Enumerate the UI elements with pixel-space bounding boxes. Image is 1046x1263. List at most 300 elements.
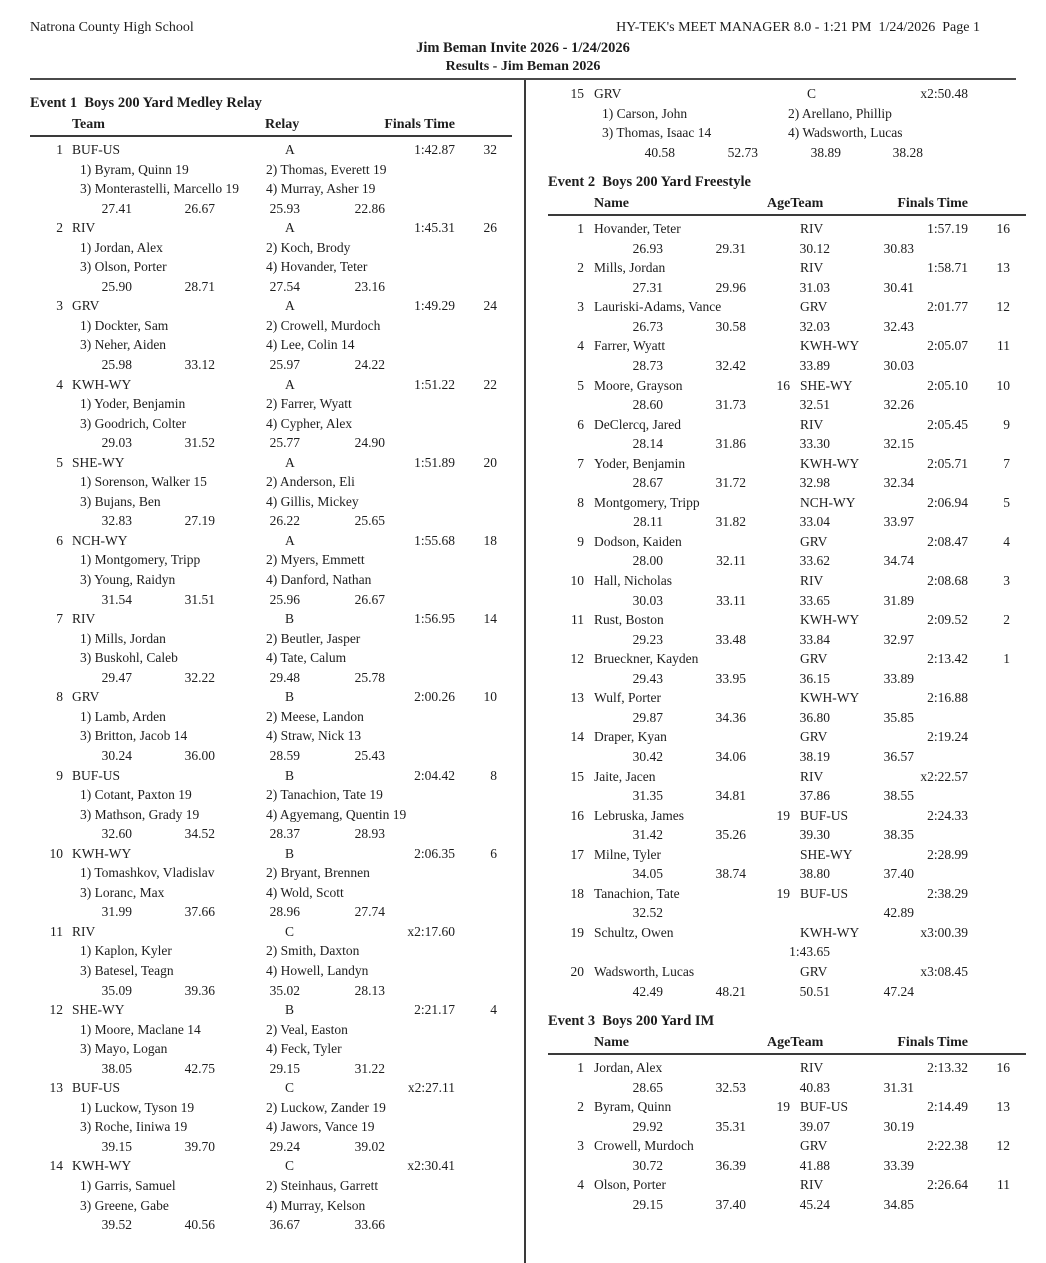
team-name: RIV <box>800 221 824 237</box>
split-time: 32.34 <box>883 475 914 491</box>
place-number: 6 <box>56 532 63 548</box>
swimmer-name: 1) Jordan, Alex <box>80 239 163 255</box>
finals-time: 1:51.22 <box>414 376 455 392</box>
points: 20 <box>483 454 497 470</box>
split-time: 38.55 <box>883 788 914 804</box>
split-time: 25.98 <box>101 357 132 373</box>
points: 12 <box>996 1138 1010 1154</box>
splits-row <box>548 512 1026 532</box>
place-number: 16 <box>570 807 584 823</box>
split-time: 37.66 <box>184 904 215 920</box>
swimmer-name: 3) Thomas, Isaac 14 <box>602 125 712 141</box>
split-time: 33.30 <box>799 436 830 452</box>
swimmer-name: Brueckner, Kayden <box>594 651 699 667</box>
relay-result-row <box>30 922 512 942</box>
split-time: 33.65 <box>799 592 830 608</box>
split-time: 34.85 <box>883 1196 914 1212</box>
finals-time: 2:13.32 <box>927 1060 968 1076</box>
split-time: 38.80 <box>799 866 830 882</box>
swimmer-name: 1) Garris, Samuel <box>80 1177 176 1193</box>
split-time: 29.31 <box>715 240 746 256</box>
splits-row <box>548 278 1026 298</box>
column-header-finals-time: Finals Time <box>897 196 968 212</box>
split-time: 33.12 <box>184 357 215 373</box>
place-number: 15 <box>570 86 584 101</box>
split-time: 28.13 <box>354 982 385 998</box>
splits-row <box>30 1059 512 1079</box>
splits-row <box>548 864 1026 884</box>
splits-row <box>548 1156 1026 1176</box>
split-time: 1:43.65 <box>789 944 830 960</box>
split-time: 35.26 <box>715 827 746 843</box>
split-time: 36.00 <box>184 747 215 763</box>
relay-letter: C <box>285 923 295 939</box>
team-name: KWH-WY <box>800 690 860 706</box>
swimmer-name: 1) Cotant, Paxton 19 <box>80 787 192 803</box>
split-time: 32.22 <box>184 669 215 685</box>
finals-time: 2:05.07 <box>927 338 968 354</box>
place-number: 11 <box>571 612 584 628</box>
splits-row <box>30 511 512 531</box>
team-name: RIV <box>800 416 824 432</box>
team-name: NCH-WY <box>800 494 856 510</box>
swimmer-name: 3) Batesel, Teagn <box>80 962 174 978</box>
split-time: 35.09 <box>101 982 132 998</box>
split-time: 31.54 <box>101 591 132 607</box>
points: 16 <box>996 221 1010 237</box>
swimmer-name: Dodson, Kaiden <box>594 533 682 549</box>
split-time: 35.85 <box>883 709 914 725</box>
swimmer-name: 4) Gillis, Mickey <box>266 493 359 509</box>
swimmer-name: Wadsworth, Lucas <box>594 963 695 979</box>
points: 16 <box>996 1060 1010 1076</box>
split-time: 36.57 <box>883 748 914 764</box>
split-time: 40.56 <box>184 1217 215 1233</box>
swimmer-name: Schultz, Owen <box>594 924 674 940</box>
place-number: 1 <box>577 1060 584 1076</box>
split-time: 31.82 <box>715 514 746 530</box>
results-table-header <box>548 1032 1026 1055</box>
swimmer-name: 4) Murray, Kelson <box>266 1197 366 1213</box>
individual-result-row <box>548 962 1026 982</box>
swimmer-name: 3) Neher, Aiden <box>80 337 167 353</box>
team-name: GRV <box>594 86 622 101</box>
split-time: 32.60 <box>101 826 132 842</box>
swimmer-name: 2) Arellano, Phillip <box>788 105 892 121</box>
swimmer-name: Montgomery, Tripp <box>594 494 700 510</box>
team-name: BUF-US <box>72 1080 121 1096</box>
swimmer-name: 2) Anderson, Eli <box>266 474 355 490</box>
team-name: BUF-US <box>72 142 121 157</box>
finals-time: 1:57.19 <box>927 221 968 237</box>
split-time: 27.54 <box>269 278 300 294</box>
place-number: 20 <box>570 963 584 979</box>
relay-result-row <box>548 84 1026 104</box>
team-name: KWH-WY <box>800 612 860 628</box>
split-time: 39.15 <box>101 1138 132 1154</box>
swimmer-name: Lebruska, James <box>594 807 684 823</box>
splits-row <box>548 825 1026 845</box>
header-rule <box>30 78 1016 80</box>
splits-row <box>548 473 1026 493</box>
place-number: 7 <box>577 455 584 471</box>
split-time: 28.11 <box>633 514 663 530</box>
swimmer-name: 1) Mills, Jordan <box>80 630 166 646</box>
split-time: 23.16 <box>354 278 385 294</box>
place-number: 3 <box>577 299 584 315</box>
split-time: 32.42 <box>715 358 746 374</box>
relay-swimmers-row <box>30 961 512 981</box>
finals-time: 1:55.68 <box>414 532 455 548</box>
place-number: 2 <box>577 260 584 276</box>
split-time: 28.96 <box>269 904 300 920</box>
swimmer-name: 1) Byram, Quinn 19 <box>80 161 189 177</box>
relay-swimmers-row <box>30 335 512 355</box>
relay-result-row <box>30 218 512 238</box>
split-time: 37.40 <box>883 866 914 882</box>
split-time: 31.35 <box>632 788 663 804</box>
relay-letter: A <box>285 220 295 236</box>
individual-result-row <box>548 532 1026 552</box>
relay-swimmers-row <box>30 1039 512 1059</box>
swimmer-name: Jaite, Jacen <box>594 768 656 784</box>
finals-time: 2:38.29 <box>927 885 968 901</box>
split-time: 32.26 <box>883 397 914 413</box>
place-number: 7 <box>56 611 63 627</box>
points: 2 <box>1003 612 1010 628</box>
finals-time: 2:14.49 <box>927 1099 968 1115</box>
split-time: 38.89 <box>810 144 841 160</box>
split-time: 36.67 <box>269 1217 300 1233</box>
splits-row <box>30 981 512 1001</box>
swimmer-name: 3) Loranc, Max <box>80 884 165 900</box>
points: 11 <box>997 1177 1010 1193</box>
team-name: RIV <box>800 260 824 276</box>
swimmer-name: Yoder, Benjamin <box>594 455 686 471</box>
swimmer-name: 2) Veal, Easton <box>266 1021 348 1037</box>
split-time: 31.42 <box>632 827 663 843</box>
splits-row <box>548 669 1026 689</box>
relay-letter: A <box>285 454 295 470</box>
individual-result-row <box>548 336 1026 356</box>
team-name: KWH-WY <box>800 338 860 354</box>
relay-result-row <box>30 375 512 395</box>
team-name: GRV <box>800 651 828 667</box>
finals-time: 2:24.33 <box>927 807 968 823</box>
finals-time: 1:56.95 <box>414 611 455 627</box>
team-name: KWH-WY <box>72 845 132 861</box>
individual-result-row <box>548 767 1026 787</box>
team-name: GRV <box>72 689 100 705</box>
points: 9 <box>1003 416 1010 432</box>
points: 32 <box>483 142 497 157</box>
swimmer-name: 1) Sorenson, Walker 15 <box>80 474 207 490</box>
split-time: 29.15 <box>269 1060 300 1076</box>
relay-letter: B <box>285 845 295 861</box>
splits-row <box>548 786 1026 806</box>
place-number: 8 <box>577 494 584 510</box>
swimmer-name: Wulf, Porter <box>594 690 661 706</box>
team-name: SHE-WY <box>800 846 853 862</box>
finals-time: 1:49.29 <box>414 298 455 314</box>
swimmer-name: 4) Tate, Calum <box>266 650 347 666</box>
finals-time: x2:17.60 <box>407 923 455 939</box>
team-name: RIV <box>800 1060 824 1076</box>
splits-row <box>548 903 1026 923</box>
swimmer-name: 3) Bujans, Ben <box>80 493 161 509</box>
relay-swimmers-row <box>30 414 512 434</box>
split-time: 34.81 <box>715 788 746 804</box>
swimmer-name: DeClercq, Jared <box>594 416 681 432</box>
relay-result-row <box>30 1078 512 1098</box>
split-time: 33.39 <box>883 1157 914 1173</box>
relay-letter: B <box>285 1002 295 1018</box>
split-time: 33.89 <box>883 670 914 686</box>
place-number: 2 <box>56 220 63 236</box>
place-number: 18 <box>570 885 584 901</box>
splits-row <box>30 902 512 922</box>
split-time: 27.41 <box>101 200 132 216</box>
individual-result-row <box>548 415 1026 435</box>
column-header-team: Team <box>72 117 105 132</box>
split-time: 34.36 <box>715 709 746 725</box>
points: 3 <box>1003 573 1010 589</box>
splits-row <box>548 942 1026 962</box>
finals-time: 2:08.68 <box>927 573 968 589</box>
place-number: 1 <box>56 142 63 157</box>
swimmer-name: 2) Luckow, Zander 19 <box>266 1099 386 1115</box>
swimmer-name: Lauriski-Adams, Vance <box>594 299 722 315</box>
splits-row <box>548 708 1026 728</box>
team-name: BUF-US <box>800 807 849 823</box>
team-name: GRV <box>800 299 828 315</box>
swimmer-name: Farrer, Wyatt <box>594 338 666 354</box>
swimmer-name: 3) Britton, Jacob 14 <box>80 728 188 744</box>
place-number: 10 <box>49 845 63 861</box>
place-number: 1 <box>577 221 584 237</box>
relay-result-row <box>30 766 512 786</box>
split-time: 52.73 <box>727 144 758 160</box>
relay-letter: B <box>285 767 295 783</box>
relay-swimmers-row <box>30 1098 512 1118</box>
split-time: 25.97 <box>269 357 300 373</box>
split-time: 39.02 <box>354 1138 385 1154</box>
split-time: 33.62 <box>799 553 830 569</box>
place-number: 10 <box>570 573 584 589</box>
relay-swimmers-row <box>30 472 512 492</box>
relay-result-row <box>30 531 512 551</box>
split-time: 30.58 <box>715 318 746 334</box>
split-time: 28.37 <box>269 826 300 842</box>
results-table-header <box>30 114 512 137</box>
place-number: 13 <box>49 1080 63 1096</box>
split-time: 32.83 <box>101 513 132 529</box>
relay-swimmers-row <box>30 1117 512 1137</box>
swimmer-name: 2) Tanachion, Tate 19 <box>266 787 383 803</box>
split-time: 29.87 <box>632 709 663 725</box>
points: 18 <box>483 532 497 548</box>
splits-row <box>548 1078 1026 1098</box>
finals-time: 1:45.31 <box>414 220 455 236</box>
split-time: 29.15 <box>632 1196 663 1212</box>
relay-result-row <box>30 140 512 160</box>
finals-time: 2:06.35 <box>414 845 455 861</box>
split-time: 38.19 <box>799 748 830 764</box>
column-header-name: Name <box>594 1035 629 1051</box>
split-time: 30.12 <box>799 240 830 256</box>
swimmer-name: 3) Roche, Iiniwa 19 <box>80 1119 188 1135</box>
points: 1 <box>1003 651 1010 667</box>
place-number: 12 <box>570 651 584 667</box>
swimmer-name: 1) Moore, Maclane 14 <box>80 1021 201 1037</box>
split-time: 32.52 <box>632 905 663 921</box>
place-number: 4 <box>56 376 63 392</box>
swimmer-name: Draper, Kyan <box>594 729 667 745</box>
team-name: BUF-US <box>72 767 121 783</box>
team-name: SHE-WY <box>72 1002 125 1018</box>
swimmer-name: 2) Beutler, Jasper <box>266 630 361 646</box>
split-time: 28.14 <box>632 436 663 452</box>
split-time: 33.04 <box>799 514 830 530</box>
swimmer-name: 4) Cypher, Alex <box>266 415 353 431</box>
splits-row <box>30 590 512 610</box>
split-time: 32.98 <box>799 475 830 491</box>
swimmer-name: 3) Mathson, Grady 19 <box>80 806 200 822</box>
points: 10 <box>996 377 1010 393</box>
split-time: 39.52 <box>101 1217 132 1233</box>
team-name: RIV <box>72 611 96 627</box>
split-time: 29.23 <box>632 631 663 647</box>
swimmer-name: 2) Myers, Emmett <box>266 552 365 568</box>
split-time: 25.90 <box>101 278 132 294</box>
finals-time: x2:50.48 <box>920 86 968 101</box>
splits-row <box>548 239 1026 259</box>
split-time: 31.22 <box>354 1060 385 1076</box>
individual-result-row <box>548 688 1026 708</box>
swimmer-name: 3) Olson, Porter <box>80 259 167 275</box>
relay-letter: A <box>285 298 295 314</box>
individual-result-row <box>548 1097 1026 1117</box>
points: 4 <box>490 1002 497 1018</box>
team-name: KWH-WY <box>800 924 860 940</box>
split-time: 25.43 <box>354 747 385 763</box>
swimmer-name: 4) Hovander, Teter <box>266 259 368 275</box>
split-time: 26.67 <box>354 591 385 607</box>
swimmer-name: 2) Koch, Brody <box>266 239 351 255</box>
split-time: 28.67 <box>632 475 663 491</box>
swimmer-name: Jordan, Alex <box>594 1060 663 1076</box>
points: 8 <box>490 767 497 783</box>
finals-time: 2:04.42 <box>414 767 455 783</box>
team-name: KWH-WY <box>72 376 132 392</box>
school-name: Natrona County High School <box>30 20 194 35</box>
split-time: 34.74 <box>883 553 914 569</box>
split-time: 30.19 <box>883 1118 914 1134</box>
swimmer-name: 1) Montgomery, Tripp <box>80 552 201 568</box>
split-time: 38.28 <box>892 144 923 160</box>
finals-time: x3:08.45 <box>920 963 968 979</box>
split-time: 32.11 <box>716 553 746 569</box>
split-time: 36.39 <box>715 1157 746 1173</box>
splits-row <box>548 982 1026 1002</box>
split-time: 34.05 <box>632 866 663 882</box>
split-time: 39.70 <box>184 1138 215 1154</box>
place-number: 3 <box>577 1138 584 1154</box>
split-time: 29.47 <box>101 669 132 685</box>
splits-row <box>548 551 1026 571</box>
relay-swimmers-row <box>30 629 512 649</box>
split-time: 30.03 <box>883 358 914 374</box>
place-number: 13 <box>570 690 584 706</box>
relay-swimmers-row <box>30 160 512 180</box>
points: 13 <box>996 260 1010 276</box>
splits-row <box>30 1137 512 1157</box>
relay-swimmers-row <box>30 238 512 258</box>
relay-swimmers-row <box>30 707 512 727</box>
points: 6 <box>490 845 497 861</box>
split-time: 33.66 <box>354 1217 385 1233</box>
relay-swimmers-row <box>30 1196 512 1216</box>
place-number: 9 <box>577 533 584 549</box>
splits-row <box>548 1117 1026 1137</box>
relay-swimmers-row <box>30 179 512 199</box>
points: 14 <box>483 611 497 627</box>
split-time: 28.73 <box>632 358 663 374</box>
relay-swimmers-row <box>30 805 512 825</box>
points: 7 <box>1003 455 1010 471</box>
relay-swimmers-row <box>30 941 512 961</box>
finals-time: 2:05.45 <box>927 416 968 432</box>
split-time: 31.03 <box>799 279 830 295</box>
place-number: 5 <box>56 454 63 470</box>
splits-row <box>548 395 1026 415</box>
split-time: 35.31 <box>715 1118 746 1134</box>
finals-time: x2:27.11 <box>407 1080 455 1096</box>
split-time: 32.51 <box>799 397 830 413</box>
place-number: 19 <box>570 924 584 940</box>
event-title: Event 3 Boys 200 Yard IM <box>548 1013 715 1030</box>
column-header-ageteam: AgeTeam <box>767 196 824 212</box>
event-block <box>548 1010 1026 1214</box>
split-time: 30.41 <box>883 279 914 295</box>
split-time: 36.15 <box>799 670 830 686</box>
split-time: 34.06 <box>715 748 746 764</box>
relay-letter: C <box>285 1080 295 1096</box>
splits-row <box>548 1195 1026 1215</box>
swimmer-name: 1) Lamb, Arden <box>80 708 166 724</box>
swimmer-name: 3) Young, Raidyn <box>80 572 176 588</box>
split-time: 33.84 <box>799 631 830 647</box>
finals-time: x3:00.39 <box>920 924 968 940</box>
splits-row <box>548 591 1026 611</box>
split-time: 30.42 <box>632 748 663 764</box>
points: 10 <box>483 689 497 705</box>
relay-swimmers-row <box>30 1020 512 1040</box>
place-number: 17 <box>570 846 584 862</box>
split-time: 37.86 <box>799 788 830 804</box>
split-time: 32.03 <box>799 318 830 334</box>
points: 24 <box>483 298 497 314</box>
split-time: 26.22 <box>269 513 300 529</box>
split-time: 31.52 <box>184 435 215 451</box>
individual-result-row <box>548 571 1026 591</box>
swimmer-age: 16 <box>776 377 790 393</box>
split-time: 41.88 <box>799 1157 830 1173</box>
splits-row <box>548 630 1026 650</box>
individual-result-row <box>548 1175 1026 1195</box>
split-time: 31.51 <box>184 591 215 607</box>
event-block <box>548 171 1026 1001</box>
